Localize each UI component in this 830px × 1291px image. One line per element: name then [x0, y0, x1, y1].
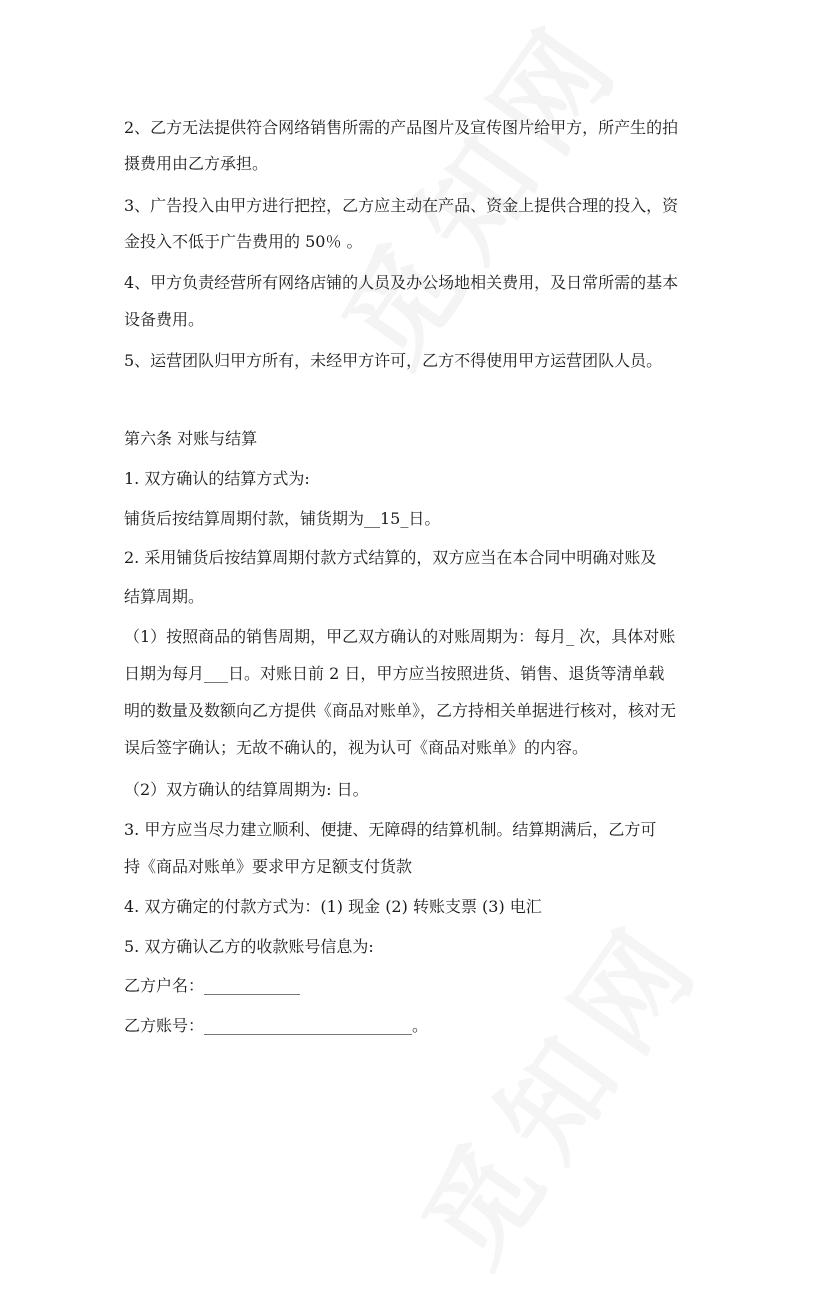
- item-3-line-1: 3. 甲方应当尽力建立顺利、便捷、无障碍的结算机制。结算期满后，乙方可: [124, 820, 657, 839]
- watermark-bottom: [380, 881, 733, 1291]
- clause-2-line-2: 摄费用由乙方承担。: [124, 154, 269, 173]
- item-5-title: 5. 双方确认乙方的收款账号信息为:: [124, 937, 374, 956]
- clause-4-line-2: 设备费用。: [124, 310, 205, 329]
- clause-3-line-2: 金投入不低于广告费用的 50％ 。: [124, 232, 363, 251]
- item-3-line-2: 持《商品对账单》要求甲方足额支付货款: [124, 857, 413, 876]
- clause-4-line-1: 4、甲方负责经营所有网络店铺的人员及办公场地相关费用，及日常所需的基本: [124, 273, 679, 292]
- sub-2-line-1: （2）双方确认的结算周期为: 日。: [124, 780, 369, 799]
- sub-1-line-1: （1）按照商品的销售周期，甲乙双方确认的对账周期为：每月_ 次，具体对账: [124, 627, 676, 646]
- sub-1-line-2: 日期为每月___日。对账日前 2 日，甲方应当按照进货、销售、退货等清单载: [124, 664, 665, 683]
- item-1-title: 1. 双方确认的结算方式为:: [124, 469, 310, 488]
- clause-2-line-1: 2、乙方无法提供符合网络销售所需的产品图片及宣传图片给甲方，所产生的拍: [124, 118, 679, 137]
- item-2-line-1: 2. 采用铺货后按结算周期付款方式结算的，双方应当在本合同中明确对账及: [124, 548, 657, 567]
- sub-1-line-4: 误后签字确认；无故不确认的，视为认可《商品对账单》的内容。: [124, 738, 589, 757]
- item-4-payment-methods: 4. 双方确定的付款方式为：(1) 现金 (2) 转账支票 (3) 电汇: [124, 897, 542, 916]
- clause-3-line-1: 3、广告投入由甲方进行把控，乙方应主动在产品、资金上提供合理的投入，资: [124, 196, 679, 215]
- item-1-detail: 铺货后按结算周期付款，铺货期为__15_日。: [124, 509, 441, 528]
- item-2-line-2: 结算周期。: [124, 587, 205, 606]
- article-6-heading: 第六条 对账与结算: [124, 429, 258, 448]
- party-b-account-name: 乙方户名：____________: [124, 976, 301, 995]
- sub-1-line-3: 明的数量及数额向乙方提供《商品对账单》，乙方持相关单据进行核对，核对无: [124, 701, 677, 720]
- party-b-account-number: 乙方账号：__________________________。: [124, 1016, 429, 1035]
- clause-5-line-1: 5、运营团队归甲方所有，未经甲方许可，乙方不得使用甲方运营团队人员。: [124, 351, 663, 370]
